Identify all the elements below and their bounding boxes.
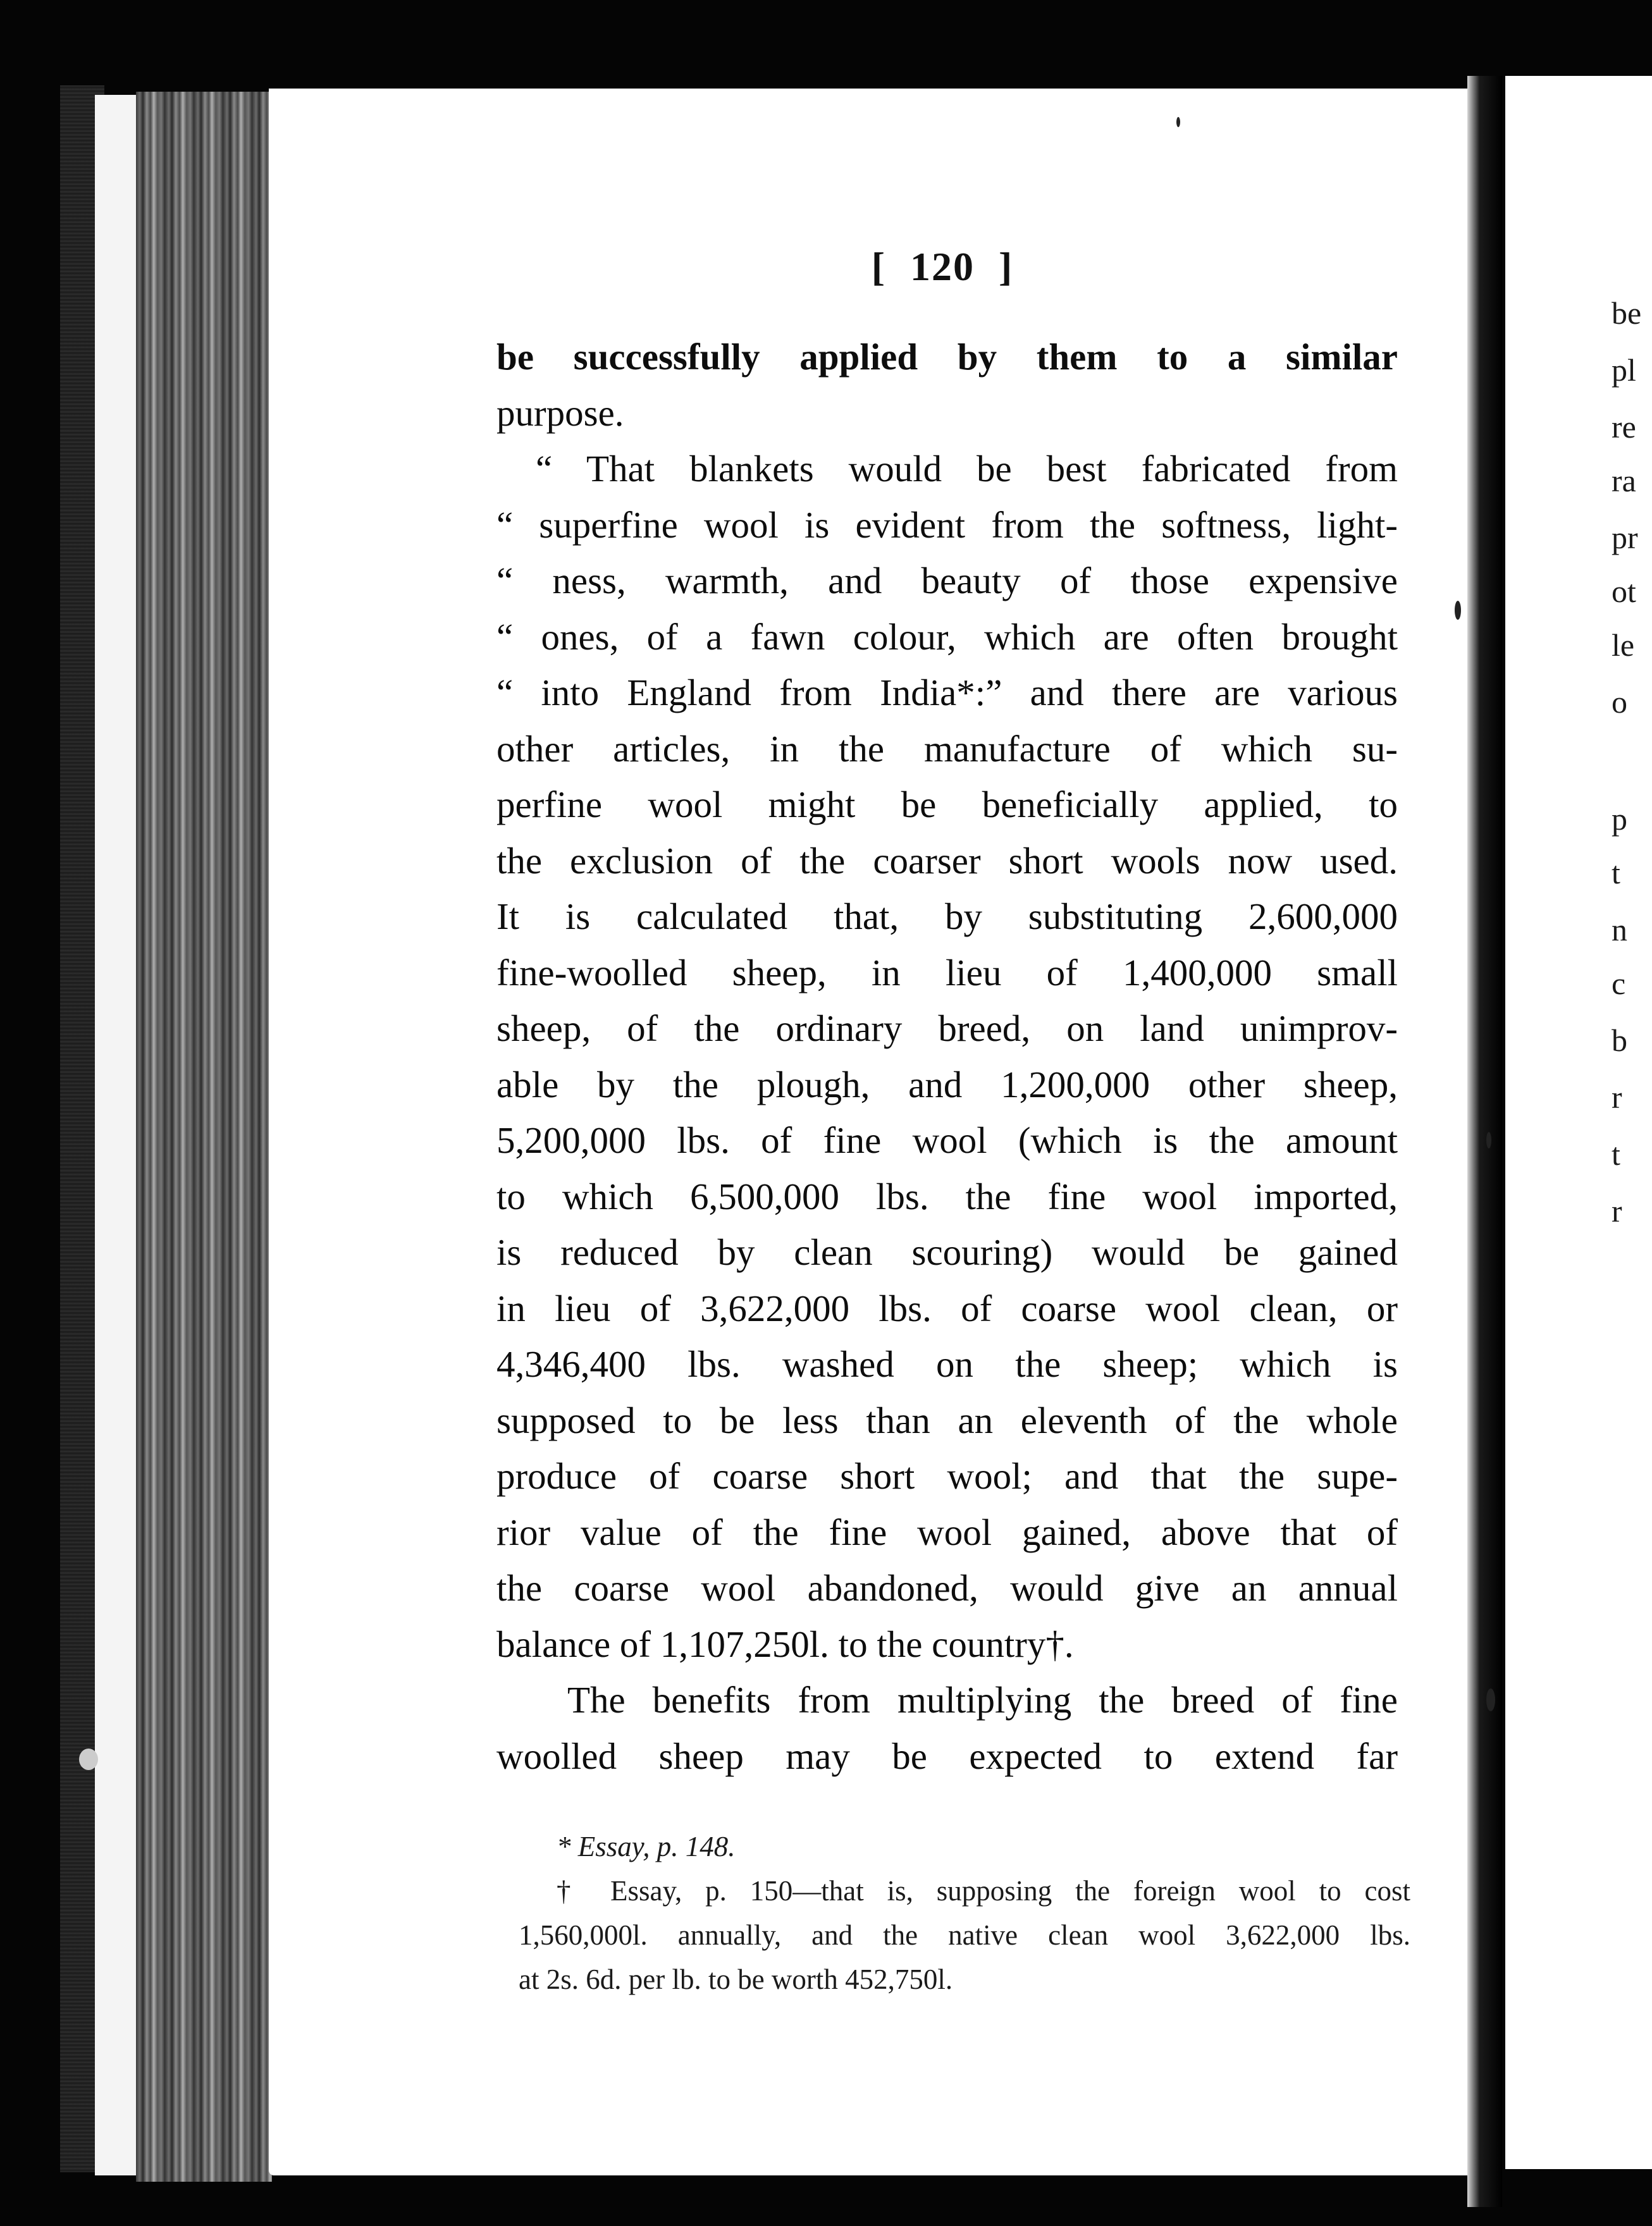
page-fore-edge [136,92,272,2182]
scan-speck [1176,117,1180,127]
text-line: 5,200,000 lbs. of fine wool (which is the amount [496,1119,1398,1161]
facing-page-fragment: re [1612,409,1636,445]
text-line: “ ness, warmth, and beauty of those expensive [496,560,1398,601]
facing-page-fragment: r [1612,1079,1622,1115]
facing-page-fragment: be [1612,295,1642,331]
text-line: to which 6,500,000 lbs. the fine wool imported, [496,1175,1398,1217]
facing-page-fragment: le [1612,627,1635,663]
text-line: “ into England from India*:” and there are various [496,672,1398,713]
text-line: in lieu of 3,622,000 lbs. of coarse wool clean, or [496,1287,1398,1329]
footnote-1: * Essay, p. 148. [557,1831,736,1862]
text-line: supposed to be less than an eleventh of the whole [496,1399,1398,1441]
scan-speck [1486,1132,1491,1148]
text-line: rior value of the fine wool gained, above that of [496,1511,1398,1553]
text-line: fine-woolled sheep, in lieu of 1,400,000 small [496,951,1398,993]
bracket-open: [ [871,244,886,289]
facing-page [1505,76,1652,2169]
text-line: woolled sheep may be expected to extend far [496,1735,1398,1777]
facing-page-fragment: o [1612,684,1627,720]
text-line: produce of coarse short wool; and that the supe- [496,1455,1398,1497]
page-number-header [835,243,1050,290]
footnote-2-line-2: 1,560,000l. annually, and the native clean wool 3,622,000 lbs. [519,1919,1410,1951]
facing-page-fragment: ra [1612,463,1636,498]
text-line: “ That blankets would be best fabricated from [536,448,1398,489]
facing-page-fragment: t [1612,1136,1620,1172]
text-line: be successfully applied by them to a similar [496,336,1398,378]
facing-page-fragment: p [1612,801,1627,837]
footnote-2-line-3: at 2s. 6d. per lb. to be worth 452,750l. [519,1964,953,1995]
text-line: The benefits from multiplying the breed of fine [567,1679,1398,1721]
text-line: other articles, in the manufacture of which su- [496,727,1398,770]
text-line: the coarse wool abandoned, would give an annual [496,1567,1398,1609]
footnotes [519,1824,1410,2002]
facing-page-fragment: ot [1612,574,1636,609]
facing-page-fragment: n [1612,912,1627,947]
text-line: the exclusion of the coarser short wools now used. [496,839,1398,882]
text-line: perfine wool might be beneficially applied, to [496,784,1398,825]
facing-page-fragment: pl [1612,352,1636,388]
footnote-2-line-1: † Essay, p. 150—that is, supposing the foreign wool to cost [557,1875,1410,1907]
text-line: It is calculated that, by substituting 2,600,000 [496,895,1398,937]
text-line: able by the plough, and 1,200,000 other sheep, [496,1063,1398,1105]
facing-page-fragment: t [1612,855,1620,890]
text-line: sheep, of the ordinary breed, on land unimprov- [496,1007,1398,1049]
body-text [496,329,1398,1784]
text-line: is reduced by clean scouring) would be gained [496,1231,1398,1273]
facing-page-fragment: pr [1612,520,1638,555]
facing-page-fragment: c [1612,966,1626,1001]
scan-speck [79,1749,98,1770]
scan-speck [1486,1688,1495,1711]
page-number: 120 [910,244,975,289]
scan-speck [1455,601,1461,620]
text-line: “ superfine wool is evident from the softness, light- [496,503,1398,546]
book-gutter [1467,76,1502,2207]
text-line: “ ones, of a fawn colour, which are often brought [496,615,1398,658]
text-line: balance of 1,107,250l. to the country†. [496,1623,1074,1665]
bracket-close: ] [999,244,1014,289]
text-line: purpose. [496,391,624,434]
facing-page-fragment: b [1612,1023,1627,1058]
facing-page-fragment: r [1612,1193,1622,1229]
text-line: 4,346,400 lbs. washed on the sheep; which is [496,1343,1398,1385]
